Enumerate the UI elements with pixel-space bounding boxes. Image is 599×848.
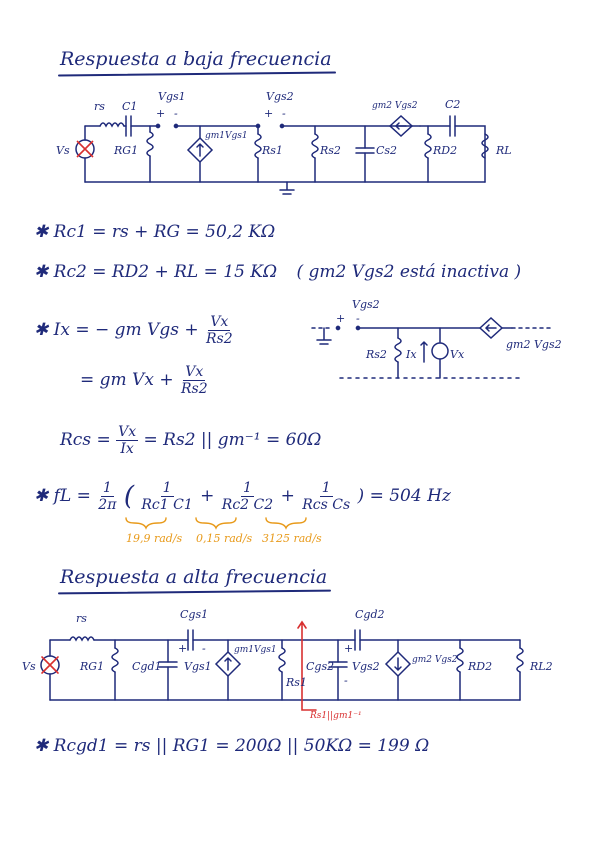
hf-rl2-resistor	[517, 648, 523, 672]
small-label-plus: +	[336, 312, 346, 325]
eq-fl-pre-num: 1	[102, 480, 112, 496]
hf-label-rd2: RD2	[468, 660, 493, 673]
label-cs2: Cs2	[376, 144, 398, 157]
orange-value-3: 3125 rad/s	[262, 532, 322, 545]
label-vgs1: Vgs1	[158, 92, 186, 103]
hf-rs1-resistor	[279, 648, 285, 672]
small-label-rs2: Rs2	[366, 348, 387, 361]
high-frequency-circuit	[20, 604, 585, 724]
eq-fl-t1-num: 1	[162, 480, 172, 496]
eq-fl	[34, 480, 451, 513]
hf-vs-crossed-out	[42, 657, 58, 673]
low-frequency-heading	[60, 48, 332, 70]
eq-fl-t1-den: Rc1 C1	[141, 497, 193, 513]
hf-rs-resistor	[70, 637, 94, 640]
label-vgs2: Vgs2	[266, 92, 294, 103]
label-c1: C1	[122, 100, 138, 113]
eq-ix2-num: Vx	[185, 364, 204, 380]
eq-fl-open-paren: (	[123, 481, 134, 512]
small-label-vx: Vx	[450, 348, 465, 361]
hf-label-cgs1: Cgs1	[180, 608, 209, 621]
eq-fl-pre-den: 2π	[98, 497, 117, 513]
label-rs1: Rs1	[262, 144, 283, 157]
eq-rcs-lhs: Rcs =	[60, 430, 111, 450]
rs2-resistor	[312, 134, 318, 158]
orange-value-2: 0,15 rad/s	[196, 532, 253, 545]
label-gm1vgs1: gm1Vgs1	[205, 131, 248, 141]
eq-fl-t2-den: Rc2 C2	[221, 497, 274, 513]
label-rl: RL	[496, 144, 512, 157]
small-test-circuit	[300, 296, 570, 392]
hf-label-vgs2: Vgs2	[352, 660, 380, 673]
label-vgs1-plus: +	[156, 107, 166, 120]
orange-value-1: 19,9 rad/s	[126, 532, 183, 545]
hf-rg1-resistor	[112, 648, 118, 672]
label-vgs2-minus: -	[282, 107, 286, 120]
label-vgs2-plus: +	[264, 107, 274, 120]
eq-fl-term3	[300, 480, 352, 513]
hf-label-annotation: Rs1||gm1⁻¹	[310, 711, 362, 721]
low-frequency-circuit	[40, 92, 560, 204]
eq-rcs-rhs: = Rs2 || gm⁻¹ = 60Ω	[143, 430, 322, 450]
heading-underline	[58, 72, 336, 77]
label-rs2: Rs2	[320, 144, 341, 157]
label-rg1: RG1	[114, 144, 139, 157]
orange-braces	[120, 516, 340, 530]
eq-rc2-main: ✱ Rc2 = RD2 + RL = 15 KΩ	[34, 262, 278, 282]
label-rs: rs	[94, 100, 105, 113]
label-vs: Vs	[56, 144, 70, 157]
small-label-vgs2: Vgs2	[352, 298, 380, 311]
hf-label-vs: Vs	[22, 660, 36, 673]
eq-fl-prefactor	[96, 480, 118, 513]
eq-fl-t3-den: Rcs Cs	[302, 497, 351, 513]
heading-underline-2	[58, 590, 331, 595]
label-vgs1-minus: -	[174, 107, 178, 120]
vs-crossed-out	[77, 141, 93, 157]
eq-rcs-num: Vx	[118, 424, 137, 440]
eq-ix-lhs: ✱ Ix = − gm Vgs +	[34, 320, 199, 340]
hf-label-rs: rs	[76, 612, 87, 625]
hf-label-cgd2: Cgd2	[355, 608, 385, 621]
eq-rcs-den: Ix	[120, 441, 134, 457]
small-rs2-resistor	[395, 338, 401, 362]
eq-fl-result: ) = 504 Hz	[357, 486, 451, 506]
eq-fl-t3-num: 1	[321, 480, 331, 496]
eq-ix	[34, 314, 235, 347]
low-frequency-title: Respuesta a baja frecuencia	[60, 48, 332, 70]
eq-rc1: ✱ Rc1 = rs + RG = 50,2 KΩ	[34, 222, 276, 242]
eq-rcs	[60, 424, 321, 457]
eq-ix-fraction	[204, 314, 235, 347]
eq-rc2	[34, 262, 521, 282]
hf-label-plus-1: +	[178, 642, 188, 655]
hf-label-vgs1: Vgs1	[184, 660, 212, 673]
hf-label-cgs2: Cgs2	[306, 660, 335, 673]
high-frequency-heading	[60, 566, 327, 588]
eq-fl-term1	[139, 480, 194, 513]
small-label-gm2vgs2: gm2 Vgs2	[506, 338, 562, 351]
eq-fl-plus-1: +	[200, 486, 215, 506]
rs-resistor	[100, 123, 124, 126]
eq-ix2	[80, 364, 210, 397]
eq-ix2-den: Rs2	[180, 381, 208, 397]
rs1-resistor	[255, 134, 261, 158]
eq-rcs-fraction	[116, 424, 138, 457]
hf-label-gm2vgs2: gm2 Vgs2	[412, 655, 458, 665]
rg1-resistor	[147, 132, 153, 156]
rd2-resistor	[425, 134, 431, 158]
eq-rc2-note: ( gm2 Vgs2 está inactiva )	[296, 262, 522, 282]
small-vx-source	[432, 343, 448, 359]
high-frequency-title: Respuesta a alta frecuencia	[60, 566, 328, 588]
eq-ix-num: Vx	[210, 314, 229, 330]
hf-label-minus-2: -	[344, 674, 348, 687]
hf-label-cgd1: Cgd1	[132, 660, 162, 673]
eq-fl-term2	[220, 480, 275, 513]
eq-ix2-fraction	[179, 364, 210, 397]
hf-label-gm1vgs1: gm1Vgs1	[234, 645, 277, 655]
eq-fl-plus-2: +	[280, 486, 295, 506]
eq-ix-den: Rs2	[206, 331, 233, 347]
label-rd2: RD2	[433, 144, 458, 157]
hf-rd2-resistor	[457, 648, 463, 672]
label-c2: C2	[445, 98, 461, 111]
hf-label-rl2: RL2	[530, 660, 553, 673]
hf-label-minus-1: -	[202, 642, 206, 655]
small-label-minus: -	[356, 312, 360, 325]
hf-label-plus-2: +	[344, 642, 354, 655]
eq-ix2-lhs: = gm Vx +	[80, 370, 174, 390]
eq-rcgd1: ✱ Rcgd1 = rs || RG1 = 200Ω || 50KΩ = 199 Ω	[34, 736, 430, 756]
label-gm2vgs2: gm2 Vgs2	[372, 101, 418, 111]
eq-fl-lhs: ✱ fL =	[34, 486, 91, 506]
small-label-ix: Ix	[406, 348, 417, 361]
hf-label-rs1: Rs1	[286, 676, 307, 689]
eq-fl-t2-num: 1	[243, 480, 252, 496]
hf-label-rg1: RG1	[80, 660, 105, 673]
